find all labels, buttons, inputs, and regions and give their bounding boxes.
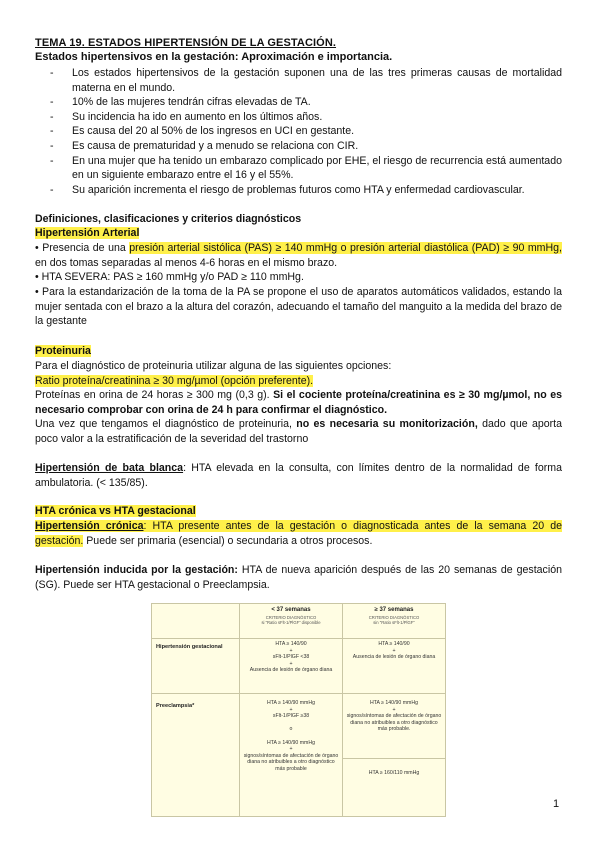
hta-paragraph-1 <box>35 241 562 270</box>
table-divider <box>152 693 445 694</box>
cell-gestational-ge37: HTA ≥ 140/90 + Ausencia de lesión de órgano diana <box>352 641 436 661</box>
list-item: - Los estados hipertensivos de la gestación suponen una de las tres primeras causas de mortalidad materna en el mundo. <box>60 66 562 95</box>
table-divider <box>152 638 445 639</box>
induced-text: HTA de nueva aparición después de las 20 semanas de gestación (SG). Puede ser HTA gestacional o Preeclampsia. <box>35 564 562 591</box>
proteinuria-24h-bold: Si el cociente proteína/creatinina es ≥ 30 mg/µmol, no es necesario comprobar con orina de 24 h para confirmar el diagnóstico. <box>35 389 563 416</box>
induced-paragraph <box>35 563 562 592</box>
chronic-highlight-text: : HTA presente antes de la gestación o diagnosticada antes de la semana 20 de gestación. <box>35 520 562 547</box>
proteinuria-heading-wrap <box>35 344 562 359</box>
diagnostic-criteria-table <box>151 603 446 817</box>
white-coat-text: : HTA elevada en la consulta, con límites dentro de la normalidad de forma ambulatoria. (< 135/85). <box>35 462 562 489</box>
column-subheader-lt37: CRITERIO DIAGNÓSTICO si “Ratio sFlt-1/PlGF” disponible <box>261 615 321 626</box>
proteinuria-heading: Proteinuria <box>35 345 91 357</box>
hta-measurement-paragraph: • Para la estandarización de la toma de la PA se propone el uso de aparatos automáticos validados, estando la mujer sentada con el brazo a la altura del corazón, adecuando el tamaño del manguito a la medida del brazo de la gestante <box>35 286 562 328</box>
page-number: 1 <box>553 798 560 810</box>
list-item: - Es causa del 20 al 50% de los ingresos en UCI en gestante. <box>60 124 562 139</box>
table-divider <box>342 604 343 816</box>
column-subheader-ge37: CRITERIO DIAGNÓSTICO sin “Ratio sFlt-1/PlGF” <box>368 615 420 626</box>
chronic-vs-heading: HTA crónica vs HTA gestacional <box>35 505 196 517</box>
proteinuria-intro: Para el diagnóstico de proteinuria utilizar alguna de las siguientes opciones: <box>35 360 392 372</box>
chronic-paragraph <box>35 519 562 548</box>
row-label-preeclampsia: Preeclampsia* <box>156 703 195 709</box>
proteinuria-ratio: Ratio proteína/creatinina ≥ 30 mg/µmol (opción preferente). <box>35 375 314 387</box>
hta-p1-highlight: presión arterial sistólica (PAS) ≥ 140 mmHg o presión arterial diastólica (PAD) ≥ 90 mmHg, <box>129 242 562 254</box>
proteinuria-monitoring-bold: no es necesaria su monitorización, <box>296 418 478 430</box>
hta-p1-suffix: en dos tomas separadas al menos 4-6 horas en el mismo brazo. <box>35 256 338 269</box>
chronic-post-text: Puede ser primaria (esencial) o secundaria a otros procesos. <box>83 534 373 547</box>
hta-heading: Hipertensión Arterial <box>35 227 140 239</box>
chronic-vs-heading-wrap <box>35 504 562 519</box>
proteinuria-monitoring-post: dado que aporta poco valor a la estratificación de la severidad del trastorno <box>35 418 562 445</box>
cell-preeclampsia-lt37: HTA ≥ 140/90 mmHg + sFlt-1/PlGF ≥38 o HTA ≥ 140/90 mmHg + signos/síntomas de afectación de órgano diana no atribuibles a otro diagnóstico más probable <box>243 700 339 772</box>
list-item: - Su aparición incrementa el riesgo de problemas futuros como HTA y enfermedad cardiovascular. <box>60 183 562 198</box>
chronic-label: Hipertensión crónica <box>35 520 144 532</box>
table-divider <box>342 758 445 759</box>
proteinuria-monitoring-pre: Una vez que tengamos el diagnóstico de proteinuria, <box>35 418 297 430</box>
column-header-lt37: < 37 semanas <box>271 607 311 613</box>
section-subtitle: Estados hipertensivos en la gestación: Aproximación e importancia. <box>35 51 393 63</box>
list-item: - Su incidencia ha ido en aumento en los últimos años. <box>60 110 562 125</box>
hta-heading-wrap <box>35 226 562 241</box>
hta-p1-prefix: • Presencia de una <box>35 242 130 254</box>
induced-label: Hipertensión inducida por la gestación: <box>35 564 238 576</box>
list-item: - 10% de las mujeres tendrán cifras elevadas de TA. <box>60 95 562 110</box>
proteinuria-24h-text: Proteínas en orina de 24 horas ≥ 300 mg (0,3 g). <box>35 389 274 401</box>
white-coat-label: Hipertensión de bata blanca <box>35 462 184 474</box>
white-coat-paragraph <box>35 461 562 490</box>
definitions-heading: Definiciones, clasificaciones y criterios diagnósticos <box>35 213 302 225</box>
list-item: - Es causa de prematuridad y a menudo se relaciona con CIR. <box>60 139 562 154</box>
hta-severe-paragraph: • HTA SEVERA: PAS ≥ 160 mmHg y/o PAD ≥ 110 mmHg. <box>35 271 304 283</box>
page-title: TEMA 19. ESTADOS HIPERTENSIÓN DE LA GESTACIÓN. <box>35 37 337 49</box>
cell-gestational-lt37: HTA ≥ 140/90 + sFlt-1/PlGF <38 + Ausencia de lesión de órgano diana <box>249 641 333 674</box>
cell-preeclampsia-ge37-b: HTA ≥ 160/110 mmHg <box>368 770 420 776</box>
row-label-gestational: Hipertensión gestacional <box>156 644 223 650</box>
list-item: - En una mujer que ha tenido un embarazo complicado por EHE, el riesgo de recurrencia está aumentado en un siguiente embarazo entre el 16 y el 55%. <box>60 154 562 183</box>
proteinuria-monitoring <box>35 417 562 446</box>
column-header-ge37: ≥ 37 semanas <box>374 607 414 613</box>
proteinuria-ratio-wrap <box>35 374 562 389</box>
intro-bullet-list <box>60 66 562 197</box>
cell-preeclampsia-ge37-a: HTA ≥ 140/90 mmHg + signos/síntomas de afectación de órgano diana no atribuibles a otro diagnóstico más probable. <box>346 700 442 733</box>
proteinuria-24h <box>35 388 562 417</box>
table-divider <box>239 604 240 816</box>
